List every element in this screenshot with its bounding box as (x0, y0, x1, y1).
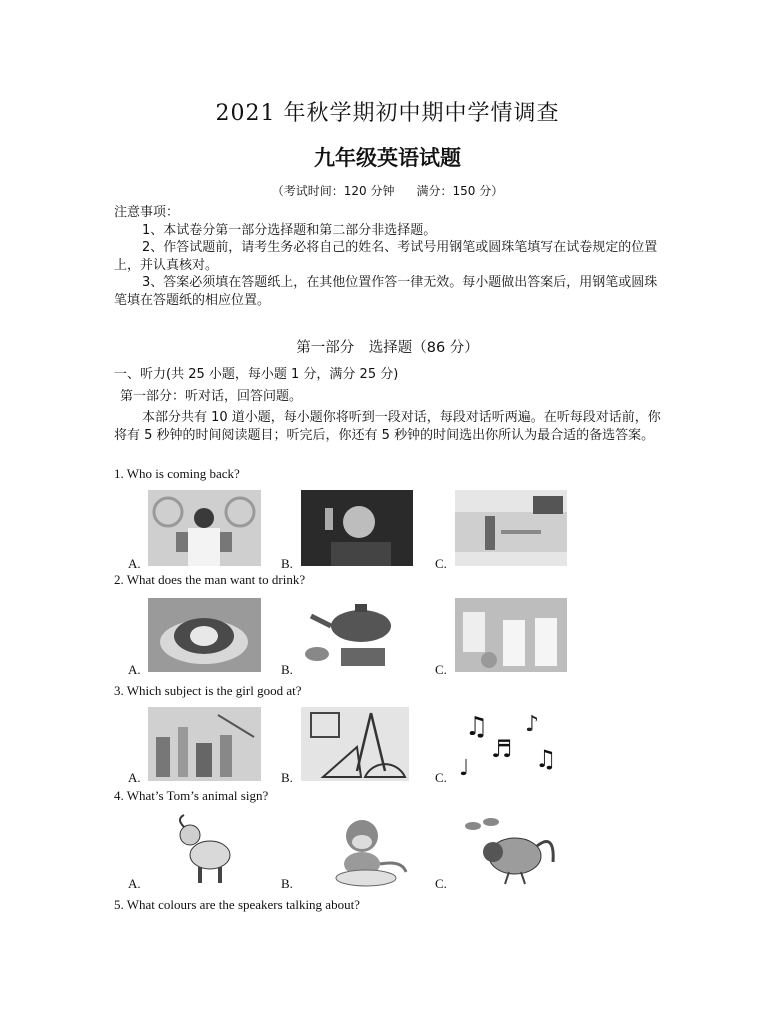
svg-text:♫: ♫ (535, 745, 557, 773)
svg-text:♫: ♫ (465, 712, 489, 742)
goat-icon (170, 813, 240, 887)
notes-item-2: 2、作答试题前，请考生务必将自己的姓名、考试号用钢笔或圆珠笔填写在试卷规定的位置上，并认真核对。 (114, 240, 658, 273)
section-heading: 一、听力(共 25 小题，每小题 1 分，满分 25 分) (114, 367, 399, 382)
instructions: 本部分共有 10 道小题，每小题你将听到一段对话，每段对话听两遍。在听每段对话前，你将有 5 秒钟的时间阅读题目；听完后，你还有 5 秒钟的时间选出你所认为最合适的备选答案。 (114, 410, 661, 443)
exam-score: 满分：150 分） (416, 184, 504, 198)
question-5: 5. What colours are the speakers talking about? (114, 897, 360, 912)
notes-heading: 注意事项： (114, 205, 180, 220)
music-notes-icon (455, 707, 567, 781)
q2-option-a: A. (128, 662, 141, 677)
teapot-icon (301, 598, 413, 672)
milk-glasses-icon (455, 598, 567, 672)
athlete-medal-photo (148, 490, 261, 566)
svg-text:♪: ♪ (525, 712, 540, 737)
q1-option-c: C. (435, 556, 447, 571)
chemistry-lab-icon (148, 707, 261, 781)
q3-option-b: B. (281, 770, 293, 785)
monkey-icon (322, 812, 412, 888)
notes-block (114, 204, 666, 309)
rooster-icon (455, 812, 563, 888)
q4-option-b: B. (281, 876, 293, 891)
sub-heading: 第一部分：听对话，回答问题。 (120, 389, 303, 404)
q1-option-b: B. (281, 556, 293, 571)
q4-option-a: A. (128, 876, 141, 891)
exam-title: 2021 年秋学期初中期中学情调查 (215, 101, 560, 126)
q1-option-a: A. (128, 556, 141, 571)
question-2: 2. What does the man want to drink? (114, 572, 306, 587)
coffee-cup-icon (148, 598, 261, 672)
notes-item-1: 1、本试卷分第一部分选择题和第二部分非选择题。 (142, 222, 437, 238)
svg-text:♩: ♩ (459, 756, 470, 781)
q4-option-c: C. (435, 876, 447, 891)
q2-option-c: C. (435, 662, 447, 677)
math-tools-icon (301, 707, 409, 781)
exam-time: （考试时间：120 分钟 (271, 184, 395, 198)
notes-item-3: 3、答案必须填在答题纸上，在其他位置作答一律无效。每小题做出答案后，用钢笔或圆珠笔填在答题纸的相应位置。 (114, 275, 658, 308)
question-3: 3. Which subject is the girl good at? (114, 683, 302, 698)
q3-option-c: C. (435, 770, 447, 785)
question-4: 4. What’s Tom’s animal sign? (114, 788, 269, 803)
exam-subtitle: 九年级英语试题 (314, 146, 461, 170)
q2-option-b: B. (281, 662, 293, 677)
q3-option-a: A. (128, 770, 141, 785)
exam-info (0, 182, 775, 199)
svg-text:♬: ♬ (491, 735, 513, 763)
airplane-arrival-photo (455, 490, 567, 566)
question-1: 1. Who is coming back? (114, 466, 240, 481)
part-one-title: 第一部分 选择题（86 分） (296, 340, 479, 356)
elderly-man-photo (301, 490, 413, 566)
